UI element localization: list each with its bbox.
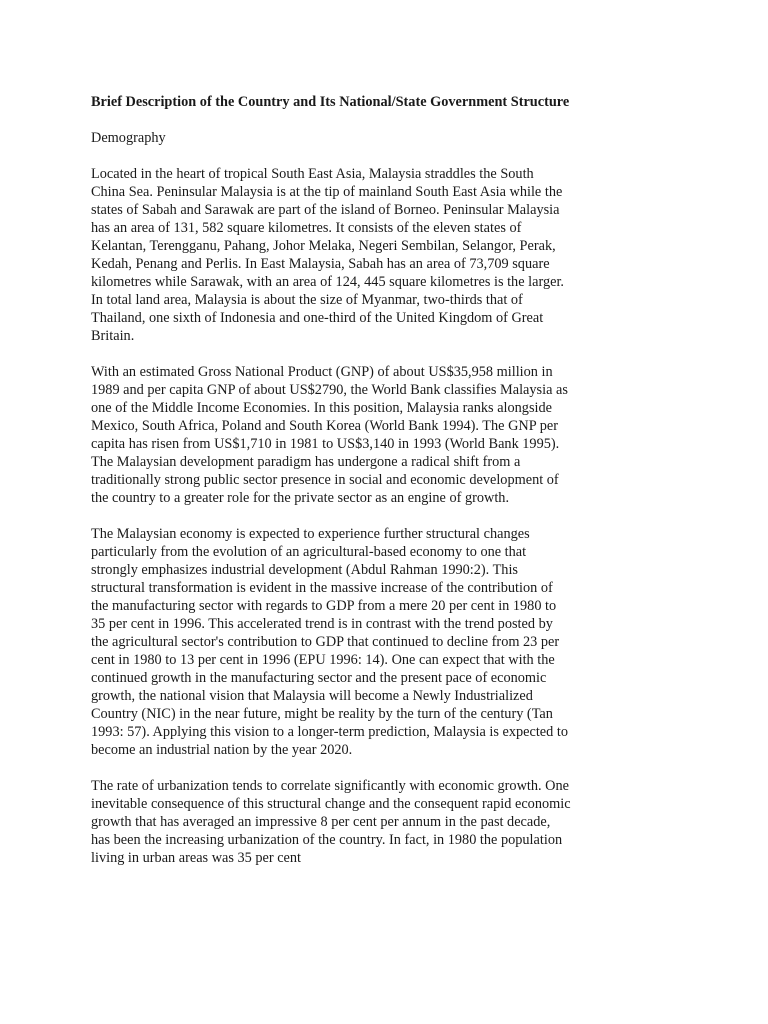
- paragraph: With an estimated Gross National Product (GNP) of about US$35,958 million in 1989 and per capita GNP of about US$2790, the World Bank classifies Malaysia as one of the Middle Income Economies. In this position, Malaysia ranks alongside Mexico, South Africa, Poland and South Korea (World Bank 1994). The GNP per capita has risen from US$1,710 in 1981 to US$3,140 in 1993 (World Bank 1995). The Malaysian development paradigm has undergone a radical shift from a traditionally strong public sector presence in social and economic development of the country to a greater role for the private sector as an engine of growth.: [91, 364, 568, 506]
- paragraph: Located in the heart of tropical South East Asia, Malaysia straddles the South China Sea. Peninsular Malaysia is at the tip of mainland South East Asia while the states of Sabah and Sarawak are part of the island of Borneo. Peninsular Malaysia has an area of 131, 582 square kilometres. It consists of the eleven states of Kelantan, Terengganu, Pahang, Johor Melaka, Negeri Sembilan, Selangor, Perak, Kedah, Penang and Perlis. In East Malaysia, Sabah has an area of 73,709 square kilometres while Sarawak, with an area of 124, 445 square kilometres is the larger. In total land area, Malaysia is about the size of Myanmar, two-thirds that of Thailand, one sixth of Indonesia and one-third of the United Kingdom of Great Britain.: [91, 166, 564, 344]
- section-heading: Demography: [91, 130, 166, 146]
- paragraph: The rate of urbanization tends to correlate significantly with economic growth. One inevitable consequence of this structural change and the consequent rapid economic growth that has averaged an impressive 8 per cent per annum in the past decade, has been the increasing urbanization of the country. In fact, in 1980 the population living in urban areas was 35 per cent: [91, 778, 571, 866]
- document-title: Brief Description of the Country and Its National/State Government Structure: [91, 94, 570, 110]
- paragraph: The Malaysian economy is expected to experience further structural changes particularly from the evolution of an agricultural-based economy to one that strongly emphasizes industrial development (Abdul Rahman 1990:2). This structural transformation is evident in the massive increase of the contribution of the manufacturing sector with regards to GDP from a mere 20 per cent in 1980 to 35 per cent in 1996. This accelerated trend is in contrast with the trend posted by the agricultural sector's contribution to GDP that continued to decline from 23 per cent in 1980 to 13 per cent in 1996 (EPU 1996: 14). One can expect that with the continued growth in the manufacturing sector and the present pace of economic growth, the national vision that Malaysia will become a Newly Industrialized Country (NIC) in the near future, might be reality by the turn of the century (Tan 1993: 57). Applying this vision to a longer-term prediction, Malaysia is expected to become an industrial nation by the year 2020.: [91, 526, 568, 758]
- document-body: [91, 93, 571, 867]
